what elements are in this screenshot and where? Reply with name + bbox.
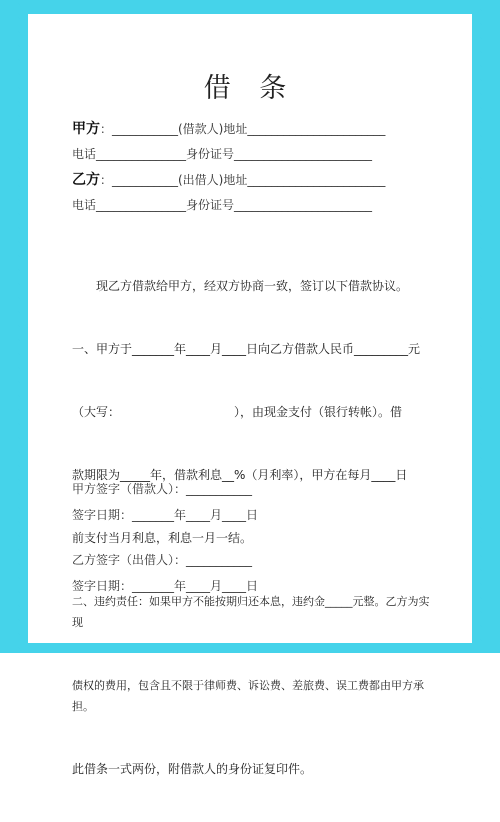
body-line: 现乙方借款给甲方，经双方协商一致，签订以下借款协议。 <box>72 279 409 293</box>
party-b-sign-date: 签字日期：_______年____月____日 <box>72 579 259 593</box>
body-text <box>72 234 432 822</box>
party-b-label: 乙方 <box>72 172 100 188</box>
party-a-label: 甲方 <box>72 121 100 137</box>
body-line: （大写： ），由现金支付（银行转帐）。借 <box>72 405 403 419</box>
body-line: 一、甲方于_______年____月____日向乙方借款人民币_________元 <box>72 342 421 356</box>
body-line: 此借条一式两份，附借款人的身份证复印件。 <box>72 762 313 776</box>
body-line: 前支付当月利息，利息一月一结。 <box>72 531 253 545</box>
party-b-signature: 乙方签字（出借人）：___________ <box>72 553 253 567</box>
party-b-line-2: 电话_______________身份证号_______________________ <box>72 198 373 212</box>
right-stamp-edge <box>472 0 484 653</box>
party-a-address: ：___________(借款人)地址_______________________ <box>100 122 386 136</box>
iou-document <box>28 14 472 776</box>
party-a-sign-date: 签字日期：_______年____月____日 <box>72 508 259 522</box>
party-a-line-2: 电话_______________身份证号_______________________ <box>72 147 373 161</box>
body-line: 款期限为_____年，借款利息__%（月利率），甲方在每月____日 <box>72 468 408 482</box>
body-line: 债权的费用，包含且不限于律师费、诉讼费、差旅费、误工费都由甲方承担。 <box>72 679 424 713</box>
party-a-line-1 <box>72 118 385 138</box>
left-stamp-edge <box>16 0 28 653</box>
party-b-address: ：___________(出借人)地址_______________________ <box>100 173 386 187</box>
party-b-line-1 <box>72 169 385 189</box>
top-border <box>0 0 500 14</box>
party-a-signature: 甲方签字（借款人）：___________ <box>72 482 253 496</box>
document-title: 借 条 <box>203 73 297 104</box>
body-line: 二、违约责任：如果甲方不能按期归还本息，违约金_____元整。乙方为实现 <box>72 595 430 629</box>
